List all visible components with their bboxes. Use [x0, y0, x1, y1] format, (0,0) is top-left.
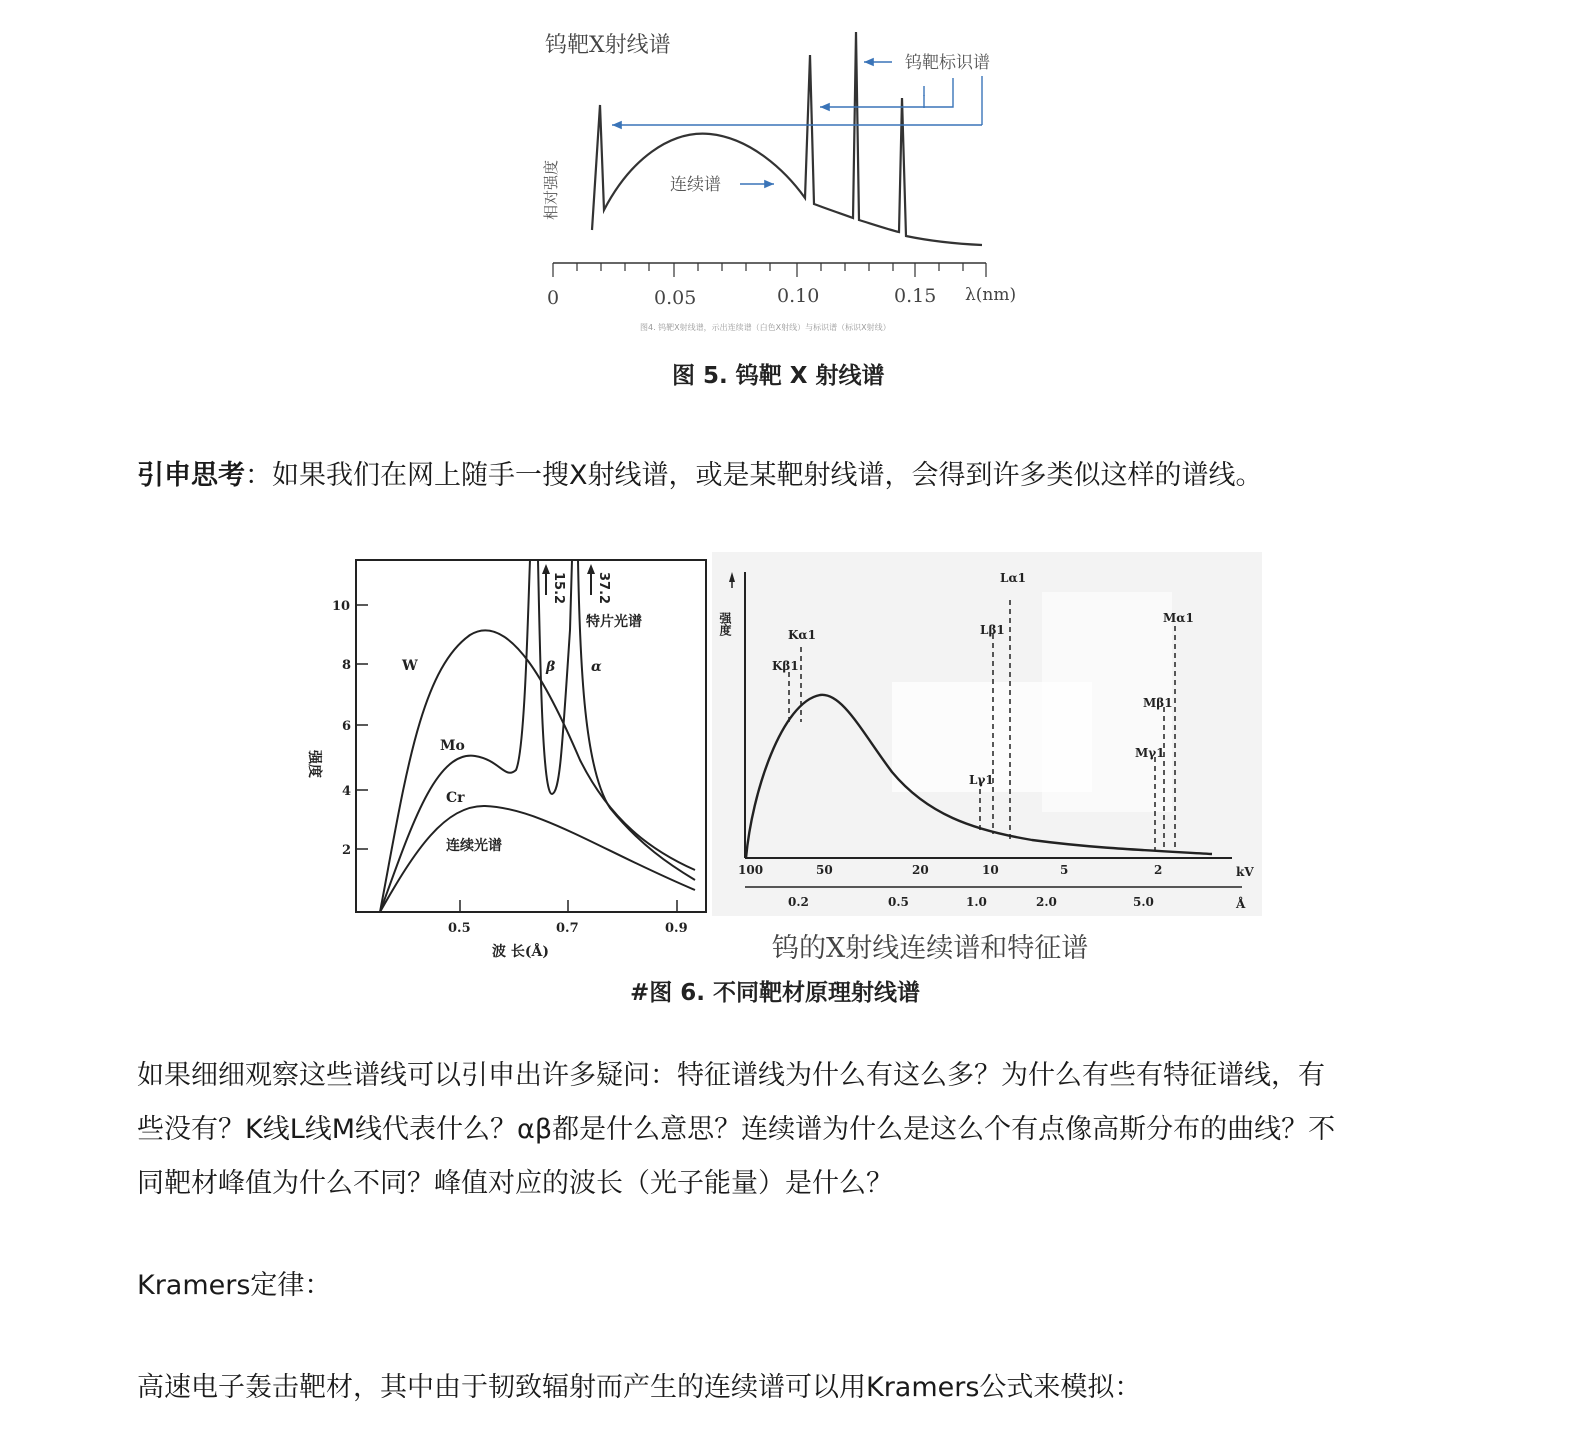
- paragraph-kramers-heading: Kramers定律：: [137, 1270, 332, 1301]
- figure-6-right-chart: [712, 552, 1264, 972]
- paragraph-questions-line-1: 如果细细观察这些谱线可以引申出许多疑问：特征谱线为什么有这么多？为什么有些有特征谱线，有: [137, 1060, 1325, 1091]
- figure-6-right-line-mb1: Mβ1: [1143, 696, 1173, 710]
- figure-5-small-note: 图4. 钨靶X射线谱，示出连续谱（白色X射线）与标识谱（标识X射线）: [640, 323, 891, 332]
- figure-6-left-label-beta: β: [546, 659, 556, 675]
- figure-6-right-kv-100: 100: [738, 863, 764, 877]
- figure-6-right-line-ma1: Mα1: [1163, 611, 1194, 625]
- figure-6-caption: #图 6. 不同靶材原理射线谱: [630, 980, 921, 1006]
- figure-6-right-a-10: 1.0: [966, 895, 987, 909]
- figure-6-right-line-ka1: Kα1: [788, 628, 817, 642]
- paragraph-1-text: ：如果我们在网上随手一搜X射线谱，或是某靶射线谱，会得到许多类似这样的谱线。: [245, 460, 1263, 491]
- paragraph-questions-line-2: 些没有？K线L线M线代表什么？αβ都是什么意思？连续谱为什么是这么个有点像高斯分布的曲线？不: [137, 1114, 1336, 1145]
- figure-6-right-kv-50: 50: [816, 863, 833, 877]
- figure-6-left-label-w: W: [402, 658, 418, 674]
- figure-6-left-label-cr: Cr: [446, 790, 465, 806]
- figure-5-xtick-3: 0.15: [894, 285, 937, 307]
- figure-6-left-ytick-10: 10: [332, 599, 351, 614]
- figure-6-right-ylabel: 强度: [718, 612, 732, 636]
- figure-6-right-a-unit: Å: [1236, 897, 1246, 911]
- figure-6-right-line-lb1: Lβ1: [980, 623, 1005, 637]
- figure-6-right-line-kb1: Kβ1: [772, 659, 799, 673]
- figure-5-char-label: 钨靶标识谱: [905, 53, 990, 73]
- figure-5-xtick-0: 0: [547, 287, 560, 309]
- figure-6-left-xlabel: 波 长(Å): [492, 944, 549, 960]
- figure-6-left-xtick-05: 0.5: [448, 921, 471, 936]
- figure-6-right-line-mg1: Mγ1: [1135, 746, 1165, 760]
- figure-5-xtick-2: 0.10: [777, 285, 820, 307]
- figure-5-x-unit: λ(nm): [965, 285, 1017, 305]
- paragraph-questions-line-3: 同靶材峰值为什么不同？峰值对应的波长（光子能量）是什么？: [137, 1168, 893, 1199]
- figure-6-left-label-alpha: α: [591, 659, 602, 675]
- figure-6-left-label-mo: Mo: [440, 738, 465, 754]
- figure-6-right-a-05: 0.5: [888, 895, 909, 909]
- figure-6-left-frame: [356, 560, 706, 912]
- paragraph-extended-thinking: [137, 449, 1263, 503]
- figure-6-left-ytick-8: 8: [342, 658, 352, 673]
- figure-6-left-ytick-6: 6: [342, 719, 352, 734]
- figure-6-right-a-02: 0.2: [788, 895, 809, 909]
- figure-6-left-ytick-4: 4: [342, 784, 352, 799]
- paragraph-1-bold: 引申思考: [137, 460, 245, 491]
- figure-6-right-kv-5: 5: [1060, 863, 1069, 877]
- figure-6-left-peak-beta: 15.2: [551, 572, 566, 605]
- figure-6-left-ytick-2: 2: [342, 843, 352, 858]
- figure-6-left-label-char: 特片光谱: [586, 614, 642, 630]
- figure-6-right-a-20: 2.0: [1036, 895, 1057, 909]
- figure-5-caption: 图 5. 钨靶 X 射线谱: [672, 363, 885, 389]
- figure-6-right-kv-unit: kV: [1236, 865, 1254, 879]
- figure-6-left-ylabel: 强度: [306, 750, 322, 778]
- figure-5-arrow-beta: [820, 78, 953, 107]
- figure-6-left-xtick-07: 0.7: [556, 921, 579, 936]
- figure-5-continuum-label: 连续谱: [670, 175, 721, 195]
- paragraph-kramers-description: 高速电子轰击靶材，其中由于韧致辐射而产生的连续谱可以用Kramers公式来模拟：: [137, 1372, 1142, 1403]
- figure-6-right-line-lg1: Lγ1: [969, 773, 994, 787]
- figure-6-left-chart: [280, 550, 710, 970]
- figure-6-right-line-la1: Lα1: [1000, 571, 1027, 585]
- figure-6-left-peak-alpha: 37.2: [596, 572, 611, 605]
- figure-6-right-caption: 钨的X射线连续谱和特征谱: [772, 933, 1089, 964]
- figure-5-xtick-1: 0.05: [654, 287, 697, 309]
- figure-6-right-kv-20: 20: [912, 863, 929, 877]
- figure-5-ticks: [553, 263, 986, 277]
- figure-5-title: 钨靶X射线谱: [545, 33, 671, 58]
- figure-5-tungsten-spectrum: [520, 20, 1040, 350]
- figure-5-ylabel: 相对强度: [542, 159, 560, 220]
- figure-6-right-a-50: 5.0: [1133, 895, 1154, 909]
- figure-6-right-kv-10: 10: [982, 863, 999, 877]
- figure-6-left-label-continuum: 连续光谱: [446, 838, 502, 854]
- figure-6-right-kv-2: 2: [1154, 863, 1163, 877]
- figure-5-arrow-mid: [820, 86, 953, 107]
- figure-6-left-xtick-09: 0.9: [665, 921, 688, 936]
